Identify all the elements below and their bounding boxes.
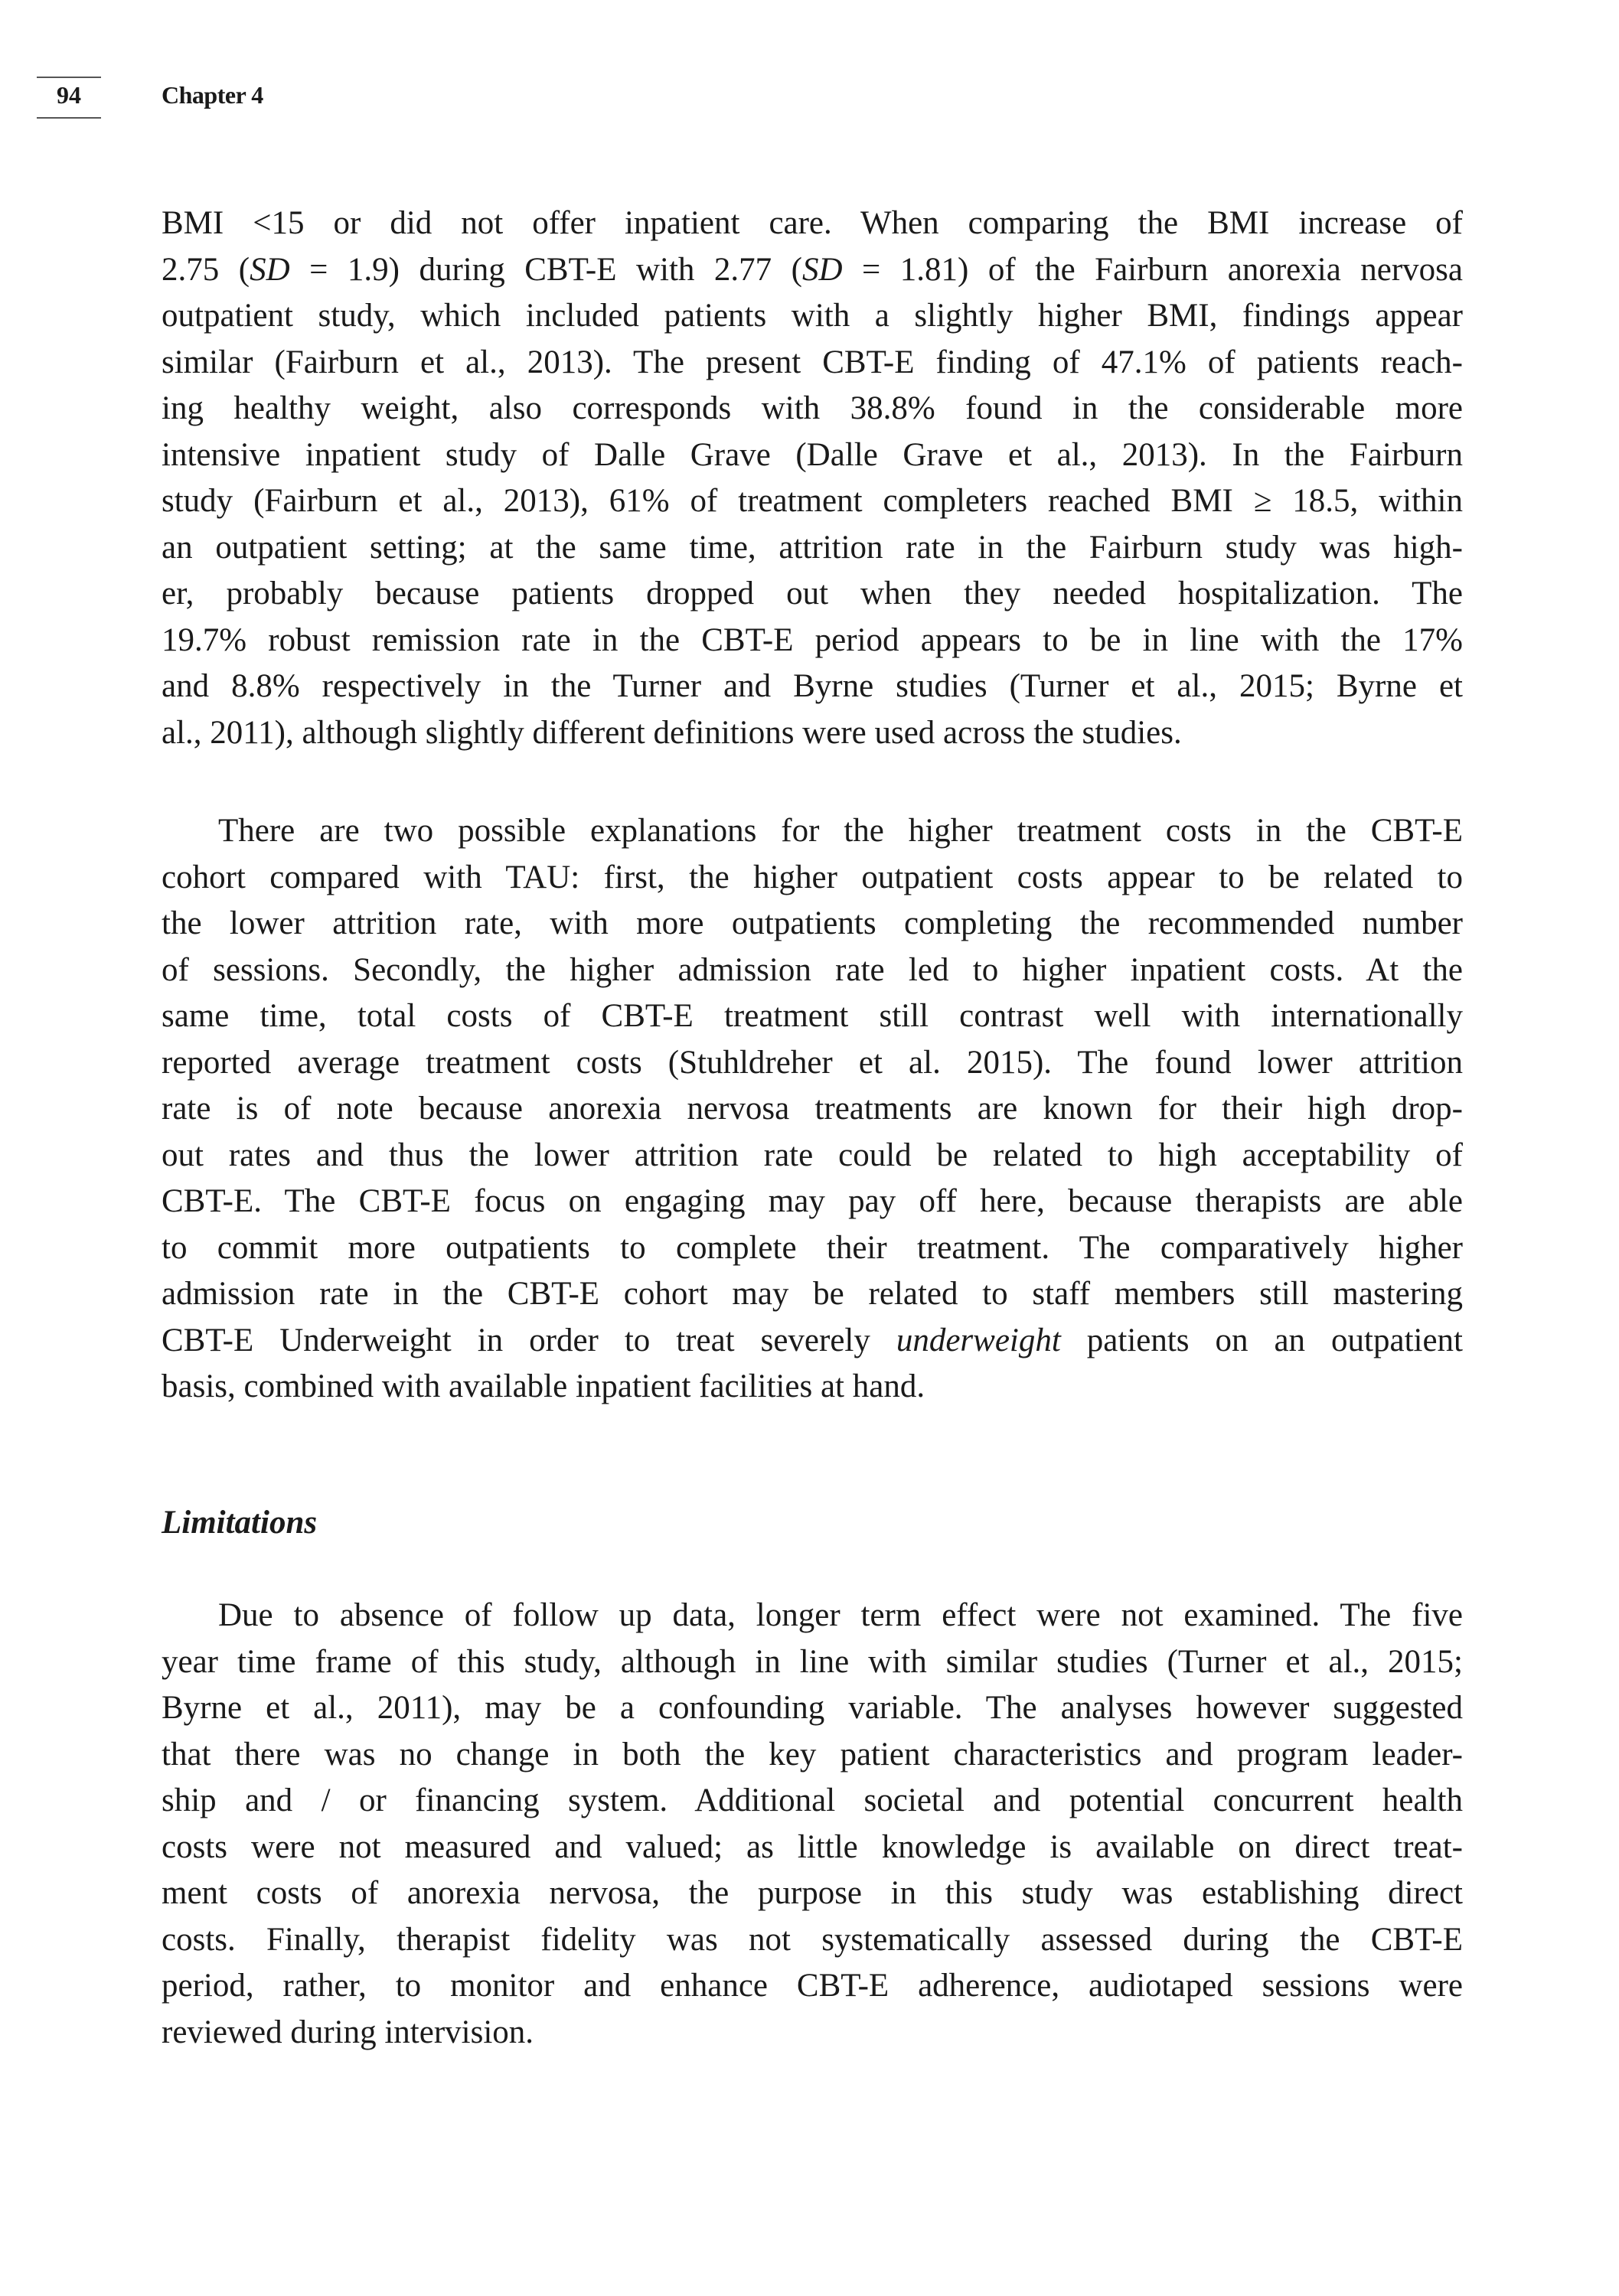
paragraph-2	[162, 808, 1463, 1411]
text-line: reviewed during intervision.	[162, 2014, 534, 2050]
header-rule-top	[37, 77, 101, 78]
text-line: reported average treatment costs (Stuhldreher et al. 2015). The found lower attrition	[162, 1044, 1463, 1081]
text-segment: CBT-E Underweight in order to treat severely	[162, 1322, 896, 1358]
text-line: out rates and thus the lower attrition rate could be related to high acceptability of	[162, 1137, 1463, 1173]
text-line: al., 2011), although slightly different definitions were used across the studies.	[162, 714, 1182, 751]
text-line: of sessions. Secondly, the higher admission rate led to higher inpatient costs. At the	[162, 951, 1463, 988]
text-line: er, probably because patients dropped out when they needed hospitalization. The	[162, 576, 1463, 612]
text-line: CBT-E. The CBT-E focus on engaging may pay off here, because therapists are able	[162, 1183, 1463, 1219]
header-rule-bottom	[37, 117, 101, 119]
text-segment: = 1.9) during CBT-E with 2.77 (	[289, 251, 802, 288]
text-line: costs were not measured and valued; as little knowledge is available on direct treat-	[162, 1828, 1463, 1865]
text-line: ing healthy weight, also corresponds with 38.8% found in the considerable more	[162, 390, 1463, 426]
italic-text: SD	[250, 251, 290, 288]
section-heading-limitations: Limitations	[162, 1505, 318, 1541]
text-line: to commit more outpatients to complete their treatment. The comparatively higher	[162, 1229, 1463, 1266]
text-segment: = 1.81) of the Fairburn anorexia nervosa	[842, 251, 1463, 288]
text-line: same time, total costs of CBT-E treatment still contrast well with internationally	[162, 998, 1463, 1034]
page-number: 94	[57, 81, 81, 109]
text-line: study (Fairburn et al., 2013), 61% of treatment completers reached BMI ≥ 18.5, within	[162, 483, 1463, 519]
text-line: outpatient study, which included patients with a slightly higher BMI, findings appear	[162, 298, 1463, 334]
running-header-chapter: Chapter 4	[162, 81, 263, 109]
text-line: that there was no change in both the key patient characteristics and program leader-	[162, 1736, 1463, 1773]
text-line: BMI <15 or did not offer inpatient care. When comparing the BMI increase of	[162, 205, 1463, 241]
text-line: costs. Finally, therapist fidelity was not systematically assessed during the CBT-E	[162, 1921, 1463, 1958]
text-line: Byrne et al., 2011), may be a confounding variable. The analyses however suggested	[162, 1690, 1463, 1726]
text-line: 19.7% robust remission rate in the CBT-E period appears to be in line with the 17%	[162, 621, 1463, 658]
italic-text: SD	[801, 251, 843, 288]
text-line: year time frame of this study, although in line with similar studies (Turner et al., 2015;	[162, 1643, 1463, 1680]
text-line: ment costs of anorexia nervosa, the purpose in this study was establishing direct	[162, 1875, 1463, 1911]
text-line: period, rather, to monitor and enhance CBT-E adherence, audiotaped sessions were	[162, 1968, 1463, 2004]
text-line: ship and / or financing system. Additional societal and potential concurrent health	[162, 1782, 1463, 1818]
text-line: the lower attrition rate, with more outpatients completing the recommended number	[162, 905, 1463, 941]
text-line: There are two possible explanations for the higher treatment costs in the CBT-E	[218, 813, 1463, 849]
text-segment: patients on an outpatient	[1060, 1322, 1463, 1358]
text-line: Due to absence of follow up data, longer term effect were not examined. The five	[218, 1597, 1463, 1633]
text-line: admission rate in the CBT-E cohort may be related to staff members still mastering	[162, 1276, 1463, 1312]
text-line	[162, 247, 1463, 294]
text-line: and 8.8% respectively in the Turner and Byrne studies (Turner et al., 2015; Byrne et	[162, 668, 1463, 704]
text-line: basis, combined with available inpatient facilities at hand.	[162, 1368, 925, 1404]
text-line: an outpatient setting; at the same time, attrition rate in the Fairburn study was high-	[162, 529, 1463, 566]
text-line: intensive inpatient study of Dalle Grave (Dalle Grave et al., 2013). In the Fairburn	[162, 436, 1463, 473]
text-line	[162, 1318, 1463, 1365]
text-line: similar (Fairburn et al., 2013). The present CBT-E finding of 47.1% of patients reach-	[162, 344, 1463, 380]
paragraph-3	[162, 1593, 1463, 2056]
text-line: rate is of note because anorexia nervosa treatments are known for their high drop-	[162, 1091, 1463, 1127]
text-line: cohort compared with TAU: first, the higher outpatient costs appear to be related to	[162, 859, 1463, 895]
text-segment: 2.75 (	[162, 251, 250, 288]
paragraph-1	[162, 201, 1463, 756]
italic-text: underweight	[896, 1322, 1061, 1358]
